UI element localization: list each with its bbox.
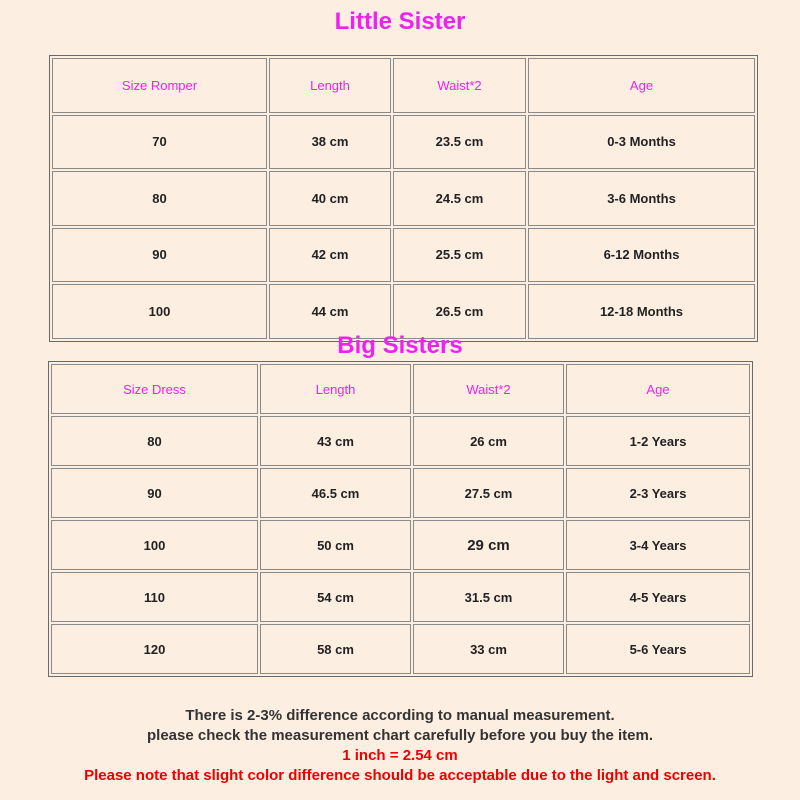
table-row	[52, 115, 755, 170]
header-length: Length	[260, 364, 411, 414]
table-header-row	[52, 58, 755, 113]
big-sisters-size-table	[48, 361, 753, 677]
cell-length: 54 cm	[260, 572, 411, 622]
cell-age: 4-5 Years	[566, 572, 750, 622]
note-inch-conversion: 1 inch = 2.54 cm	[342, 747, 458, 764]
table-row	[51, 416, 750, 466]
cell-waist: 26.5 cm	[393, 284, 526, 339]
cell-age: 5-6 Years	[566, 624, 750, 674]
table-row	[51, 624, 750, 674]
measurement-notes	[0, 706, 800, 786]
cell-age: 12-18 Months	[528, 284, 755, 339]
header-length: Length	[269, 58, 391, 113]
cell-length: 46.5 cm	[260, 468, 411, 518]
header-waist: Waist*2	[413, 364, 564, 414]
cell-length: 38 cm	[269, 115, 391, 170]
note-color-difference: Please note that slight color difference should be acceptable due to the light and screen.	[84, 767, 716, 784]
cell-waist: 26 cm	[413, 416, 564, 466]
table-row	[51, 572, 750, 622]
cell-length: 42 cm	[269, 228, 391, 283]
cell-age: 3-6 Months	[528, 171, 755, 226]
cell-size: 70	[52, 115, 267, 170]
cell-waist: 24.5 cm	[393, 171, 526, 226]
cell-age: 0-3 Months	[528, 115, 755, 170]
cell-age: 2-3 Years	[566, 468, 750, 518]
cell-size: 100	[51, 520, 258, 570]
big-sisters-title: Big Sisters	[337, 332, 463, 359]
header-size-romper: Size Romper	[52, 58, 267, 113]
cell-waist: 25.5 cm	[393, 228, 526, 283]
little-sister-title: Little Sister	[334, 8, 466, 35]
table-header-row	[51, 364, 750, 414]
cell-size: 120	[51, 624, 258, 674]
table-row	[52, 171, 755, 226]
cell-age: 6-12 Months	[528, 228, 755, 283]
cell-waist: 33 cm	[413, 624, 564, 674]
cell-size: 90	[51, 468, 258, 518]
cell-length: 58 cm	[260, 624, 411, 674]
cell-waist: 23.5 cm	[393, 115, 526, 170]
note-difference: There is 2-3% difference according to manual measurement.	[185, 707, 615, 724]
cell-size: 100	[52, 284, 267, 339]
note-check-chart: please check the measurement chart carefully before you buy the item.	[146, 727, 653, 744]
cell-size: 110	[51, 572, 258, 622]
header-age: Age	[528, 58, 755, 113]
cell-size: 80	[52, 171, 267, 226]
cell-length: 43 cm	[260, 416, 411, 466]
header-age: Age	[566, 364, 750, 414]
cell-age: 1-2 Years	[566, 416, 750, 466]
cell-size: 90	[52, 228, 267, 283]
cell-length: 50 cm	[260, 520, 411, 570]
cell-age: 3-4 Years	[566, 520, 750, 570]
cell-length: 40 cm	[269, 171, 391, 226]
table-row	[51, 520, 750, 570]
header-size-dress: Size Dress	[51, 364, 258, 414]
cell-waist: 29 cm	[413, 520, 564, 570]
cell-length: 44 cm	[269, 284, 391, 339]
cell-waist: 27.5 cm	[413, 468, 564, 518]
table-row	[52, 284, 755, 339]
little-sister-size-table	[49, 55, 758, 342]
header-waist: Waist*2	[393, 58, 526, 113]
table-row	[52, 228, 755, 283]
cell-waist: 31.5 cm	[413, 572, 564, 622]
cell-size: 80	[51, 416, 258, 466]
table-row	[51, 468, 750, 518]
